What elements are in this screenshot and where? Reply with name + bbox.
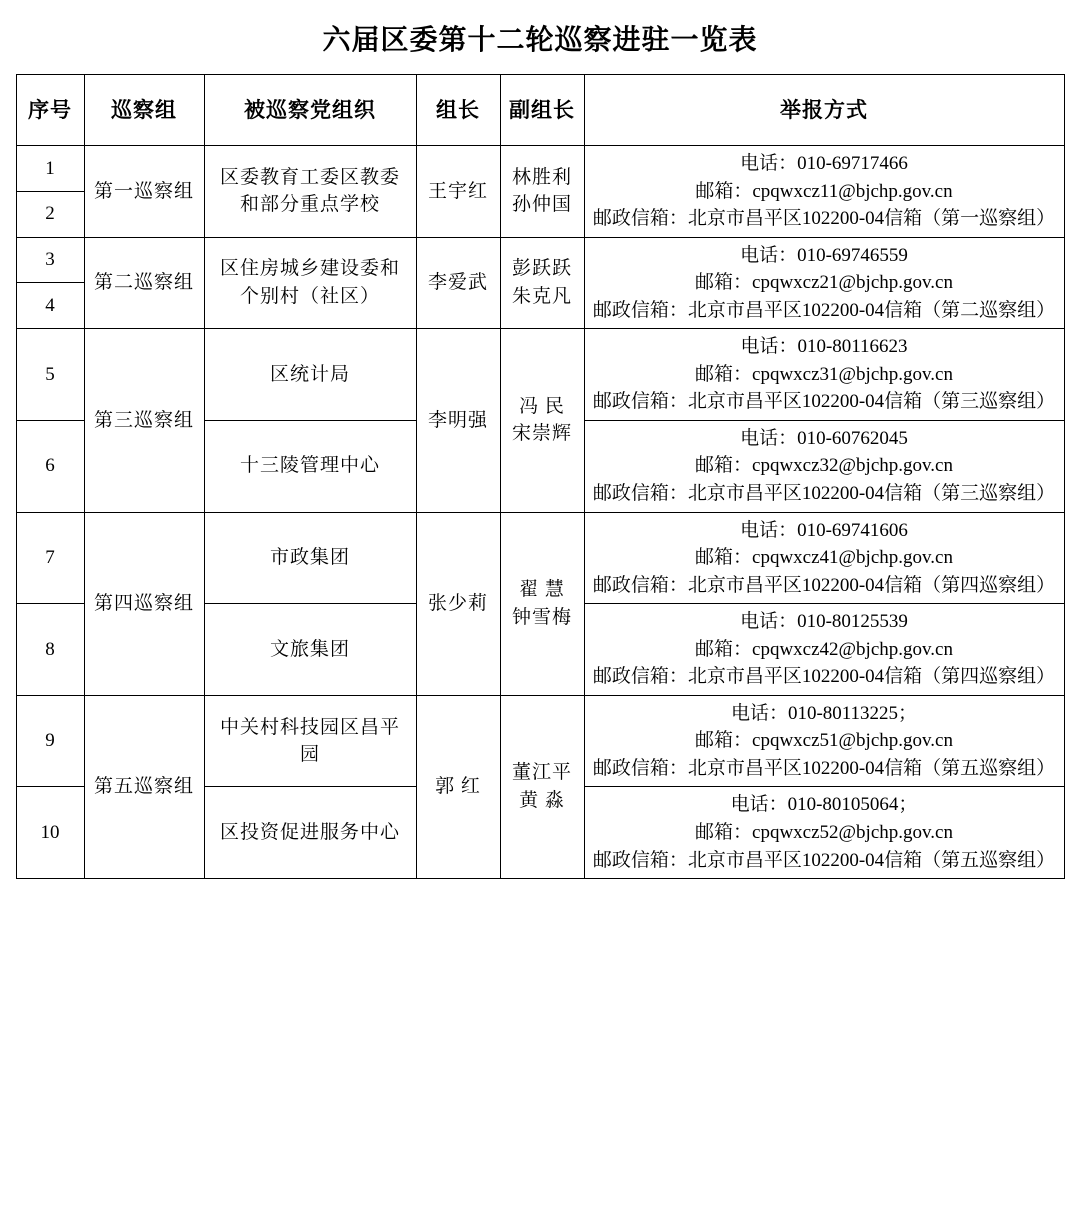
cell-seq: 6 xyxy=(16,420,84,512)
report-email: 邮箱：cpqwxcz52@bjchp.gov.cn xyxy=(695,822,953,844)
cell-org: 区住房城乡建设委和个别村（社区） xyxy=(204,237,416,329)
cell-report xyxy=(584,695,1064,787)
column-header-leader: 组长 xyxy=(416,75,500,146)
deputy-name: 钟雪梅 xyxy=(511,606,572,628)
report-email: 邮箱：cpqwxcz31@bjchp.gov.cn xyxy=(695,363,953,385)
cell-org: 区投资促进服务中心 xyxy=(204,787,416,879)
inspection-table xyxy=(16,74,1065,879)
cell-seq: 2 xyxy=(16,191,84,237)
cell-deputy xyxy=(500,329,584,512)
cell-seq: 4 xyxy=(16,283,84,329)
cell-leader: 李爱武 xyxy=(416,237,500,329)
column-header-deputy: 副组长 xyxy=(500,75,584,146)
cell-leader: 郭 红 xyxy=(416,695,500,878)
table-header xyxy=(16,75,1064,146)
report-mail: 邮政信箱：北京市昌平区102200-04信箱（第二巡察组） xyxy=(592,299,1056,321)
report-mail: 邮政信箱：北京市昌平区102200-04信箱（第三巡察组） xyxy=(592,391,1056,413)
table-row xyxy=(16,512,1064,604)
table-row xyxy=(16,237,1064,283)
cell-org: 区委教育工委区教委和部分重点学校 xyxy=(204,146,416,238)
report-phone: 电话：010-80113225； xyxy=(730,702,918,724)
table-header-row xyxy=(16,75,1064,146)
report-phone: 电话：010-69746559 xyxy=(740,244,908,266)
deputy-name: 彭跃跃 xyxy=(511,258,572,280)
report-mail: 邮政信箱：北京市昌平区102200-04信箱（第三巡察组） xyxy=(592,483,1056,505)
report-phone: 电话：010-80116623 xyxy=(740,336,908,358)
cell-group: 第二巡察组 xyxy=(84,237,204,329)
table-body xyxy=(16,146,1064,879)
cell-deputy xyxy=(500,512,584,695)
cell-leader: 王宇红 xyxy=(416,146,500,238)
report-mail: 邮政信箱：北京市昌平区102200-04信箱（第四巡察组） xyxy=(592,574,1056,596)
cell-report xyxy=(584,787,1064,879)
report-email: 邮箱：cpqwxcz41@bjchp.gov.cn xyxy=(695,547,953,569)
report-phone: 电话：010-80105064； xyxy=(730,794,918,816)
cell-leader: 张少莉 xyxy=(416,512,500,695)
column-header-report: 举报方式 xyxy=(584,75,1064,146)
deputy-name: 黄 淼 xyxy=(519,789,565,811)
report-email: 邮箱：cpqwxcz51@bjchp.gov.cn xyxy=(695,730,953,752)
report-email: 邮箱：cpqwxcz21@bjchp.gov.cn xyxy=(695,272,953,294)
cell-report xyxy=(584,146,1064,238)
report-mail: 邮政信箱：北京市昌平区102200-04信箱（第一巡察组） xyxy=(592,208,1056,230)
column-header-org: 被巡察党组织 xyxy=(204,75,416,146)
cell-seq: 1 xyxy=(16,146,84,192)
report-phone: 电话：010-69717466 xyxy=(740,153,908,174)
page-title: 六届区委第十二轮巡察进驻一览表 xyxy=(322,25,758,56)
report-phone: 电话：010-69741606 xyxy=(740,519,908,541)
cell-group: 第一巡察组 xyxy=(84,146,204,238)
cell-seq: 8 xyxy=(16,604,84,696)
cell-seq: 9 xyxy=(16,695,84,787)
deputy-name: 董江平 xyxy=(511,762,572,784)
report-email: 邮箱：cpqwxcz42@bjchp.gov.cn xyxy=(695,638,953,660)
report-mail: 邮政信箱：北京市昌平区102200-04信箱（第五巡察组） xyxy=(592,757,1056,779)
cell-seq: 5 xyxy=(16,329,84,421)
report-email: 邮箱：cpqwxcz32@bjchp.gov.cn xyxy=(695,455,953,477)
report-mail: 邮政信箱：北京市昌平区102200-04信箱（第五巡察组） xyxy=(592,849,1056,871)
cell-org: 市政集团 xyxy=(204,512,416,604)
column-header-seq: 序号 xyxy=(16,75,84,146)
deputy-name: 宋崇辉 xyxy=(511,423,572,445)
column-header-group: 巡察组 xyxy=(84,75,204,146)
cell-deputy xyxy=(500,695,584,878)
report-phone: 电话：010-60762045 xyxy=(740,427,908,449)
table-row xyxy=(16,329,1064,421)
cell-deputy xyxy=(500,237,584,329)
cell-seq: 10 xyxy=(16,787,84,879)
cell-seq: 3 xyxy=(16,237,84,283)
cell-report xyxy=(584,512,1064,604)
cell-report xyxy=(584,604,1064,696)
cell-org: 中关村科技园区昌平园 xyxy=(204,695,416,787)
cell-org: 文旅集团 xyxy=(204,604,416,696)
cell-org: 十三陵管理中心 xyxy=(204,420,416,512)
deputy-name: 林胜利 xyxy=(511,166,572,188)
deputy-name: 孙仲国 xyxy=(511,194,572,216)
cell-group: 第三巡察组 xyxy=(84,329,204,512)
deputy-name: 朱克凡 xyxy=(511,285,572,307)
cell-deputy xyxy=(500,146,584,238)
table-row xyxy=(16,146,1064,192)
cell-seq: 7 xyxy=(16,512,84,604)
report-phone: 电话：010-80125539 xyxy=(740,611,908,633)
cell-leader: 李明强 xyxy=(416,329,500,512)
cell-report xyxy=(584,329,1064,421)
table-row xyxy=(16,695,1064,787)
cell-group: 第四巡察组 xyxy=(84,512,204,695)
cell-org: 区统计局 xyxy=(204,329,416,421)
cell-group: 第五巡察组 xyxy=(84,695,204,878)
cell-report xyxy=(584,237,1064,329)
cell-report xyxy=(584,420,1064,512)
report-mail: 邮政信箱：北京市昌平区102200-04信箱（第四巡察组） xyxy=(592,666,1056,688)
deputy-name: 冯 民 xyxy=(519,395,565,417)
report-email: 邮箱：cpqwxcz11@bjchp.gov.cn xyxy=(695,180,953,202)
deputy-name: 翟 慧 xyxy=(519,579,565,601)
